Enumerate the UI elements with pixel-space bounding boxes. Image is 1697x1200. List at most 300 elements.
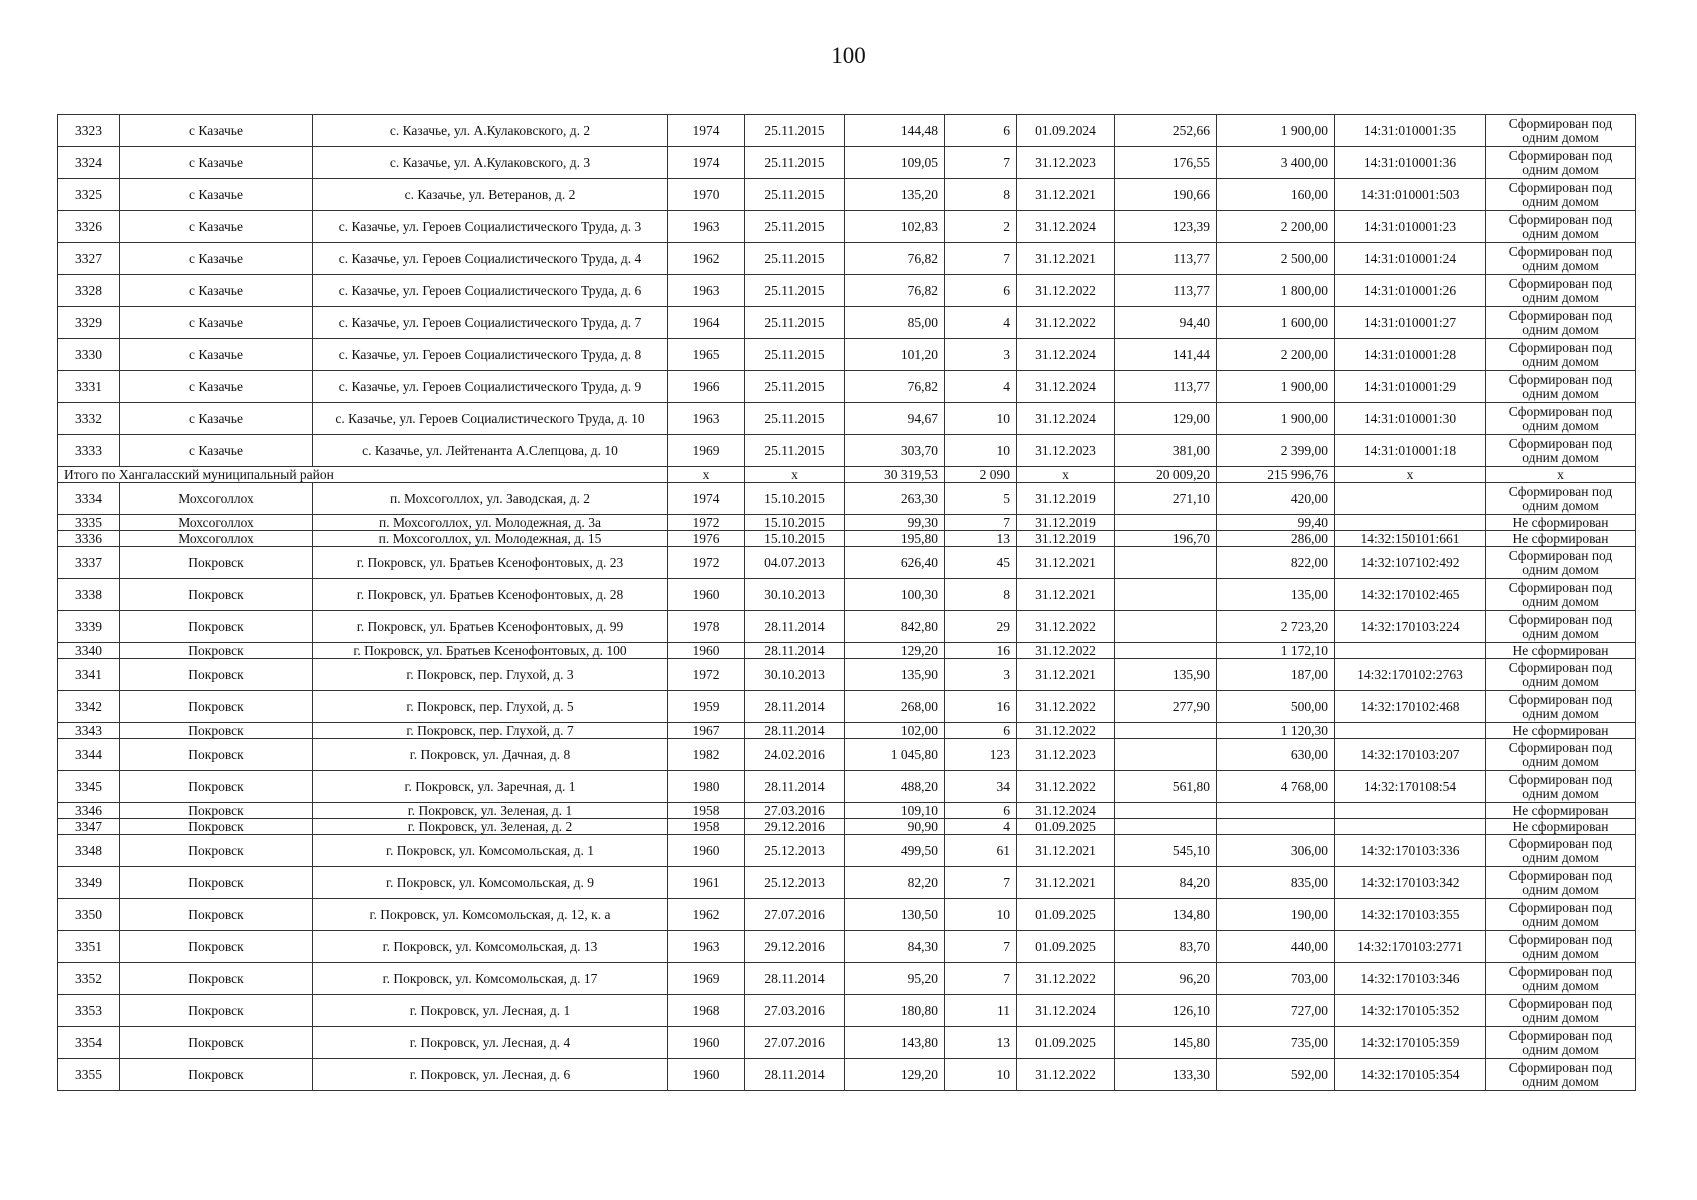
table-row: [58, 243, 1636, 275]
table-row: [58, 1059, 1636, 1091]
cell-status: Сформирован под одним домом: [1486, 931, 1636, 963]
cell-address: с. Казачье, ул. А.Кулаковского, д. 3: [313, 147, 668, 179]
cell-locality: Покровск: [120, 643, 313, 659]
cell-deadline: 31.12.2022: [1017, 1059, 1115, 1091]
cell-locality: с Казачье: [120, 243, 313, 275]
cell-address: г. Покровск, ул. Братьев Ксенофонтовых, д. 28: [313, 579, 668, 611]
cell-address: с. Казачье, ул. Ветеранов, д. 2: [313, 179, 668, 211]
cell-status: Сформирован под одним домом: [1486, 371, 1636, 403]
cell-area-total: 381,00: [1115, 435, 1217, 467]
page-number: 100: [831, 43, 866, 68]
cell-address: с. Казачье, ул. Героев Социалистического Труда, д. 3: [313, 211, 668, 243]
cell-number: 3355: [58, 1059, 120, 1091]
cell-cadastral: 14:32:170103:342: [1335, 867, 1486, 899]
cell-area-total: [1115, 643, 1217, 659]
cell-number: 3323: [58, 115, 120, 147]
cell-number: 3351: [58, 931, 120, 963]
cell-land-area: 703,00: [1217, 963, 1335, 995]
cell-date: 28.11.2014: [745, 723, 845, 739]
cell-land-area: 286,00: [1217, 531, 1335, 547]
cell-date: 28.11.2014: [745, 963, 845, 995]
cell-area: 144,48: [845, 115, 945, 147]
cell-area-total: 561,80: [1115, 771, 1217, 803]
cell-status: Сформирован под одним домом: [1486, 483, 1636, 515]
cell-year: 1972: [668, 515, 745, 531]
cell-status: Сформирован под одним домом: [1486, 867, 1636, 899]
cell-date: 27.03.2016: [745, 995, 845, 1027]
cell-deadline: 31.12.2021: [1017, 179, 1115, 211]
cell-cadastral: 14:31:010001:30: [1335, 403, 1486, 435]
cell-deadline: 31.12.2024: [1017, 403, 1115, 435]
cell-deadline: 31.12.2023: [1017, 739, 1115, 771]
cell-area-total: 123,39: [1115, 211, 1217, 243]
table-row: [58, 515, 1636, 531]
cell-status: Сформирован под одним домом: [1486, 659, 1636, 691]
cell-year: 1960: [668, 579, 745, 611]
cell-address: с. Казачье, ул. Лейтенанта А.Слепцова, д. 10: [313, 435, 668, 467]
cell-date: 28.11.2014: [745, 1059, 845, 1091]
cell-deadline: 31.12.2022: [1017, 963, 1115, 995]
cell-cadastral: 14:32:107102:492: [1335, 547, 1486, 579]
cell-deadline: 31.12.2022: [1017, 723, 1115, 739]
cell-number: 3343: [58, 723, 120, 739]
cell-deadline: 31.12.2021: [1017, 579, 1115, 611]
total-cell-cadastral: х: [1335, 467, 1486, 483]
cell-date: 28.11.2014: [745, 691, 845, 723]
cell-number: 3350: [58, 899, 120, 931]
cell-area: 303,70: [845, 435, 945, 467]
table-row: [58, 403, 1636, 435]
total-cell-year: х: [668, 467, 745, 483]
cell-residents: 3: [945, 339, 1017, 371]
cell-year: 1974: [668, 147, 745, 179]
cell-status: Сформирован под одним домом: [1486, 1059, 1636, 1091]
cell-date: 25.11.2015: [745, 147, 845, 179]
total-row: [58, 467, 1636, 483]
cell-year: 1970: [668, 179, 745, 211]
cell-residents: 7: [945, 931, 1017, 963]
cell-status: Сформирован под одним домом: [1486, 275, 1636, 307]
table-body: [58, 115, 1636, 1091]
cell-residents: 6: [945, 275, 1017, 307]
cell-number: 3347: [58, 819, 120, 835]
cell-number: 3328: [58, 275, 120, 307]
cell-land-area: 3 400,00: [1217, 147, 1335, 179]
cell-locality: с Казачье: [120, 275, 313, 307]
cell-number: 3335: [58, 515, 120, 531]
cell-number: 3344: [58, 739, 120, 771]
cell-locality: с Казачье: [120, 307, 313, 339]
cell-residents: 10: [945, 1059, 1017, 1091]
cell-locality: с Казачье: [120, 339, 313, 371]
cell-land-area: 500,00: [1217, 691, 1335, 723]
cell-deadline: 31.12.2024: [1017, 211, 1115, 243]
cell-locality: Покровск: [120, 659, 313, 691]
cell-number: 3336: [58, 531, 120, 547]
cell-area: 85,00: [845, 307, 945, 339]
cell-locality: Покровск: [120, 867, 313, 899]
cell-address: г. Покровск, ул. Комсомольская, д. 1: [313, 835, 668, 867]
cell-area-total: 271,10: [1115, 483, 1217, 515]
cell-area: 76,82: [845, 371, 945, 403]
cell-deadline: 31.12.2021: [1017, 659, 1115, 691]
cell-cadastral: 14:31:010001:29: [1335, 371, 1486, 403]
cell-land-area: 822,00: [1217, 547, 1335, 579]
table-row: [58, 691, 1636, 723]
cell-locality: Покровск: [120, 771, 313, 803]
cell-year: 1963: [668, 403, 745, 435]
cell-residents: 13: [945, 1027, 1017, 1059]
cell-number: 3352: [58, 963, 120, 995]
table-row: [58, 115, 1636, 147]
table-row: [58, 771, 1636, 803]
cell-date: 28.11.2014: [745, 643, 845, 659]
cell-status: Сформирован под одним домом: [1486, 963, 1636, 995]
cell-number: 3345: [58, 771, 120, 803]
cell-cadastral: 14:32:170103:336: [1335, 835, 1486, 867]
cell-number: 3331: [58, 371, 120, 403]
cell-deadline: 31.12.2022: [1017, 691, 1115, 723]
cell-locality: с Казачье: [120, 435, 313, 467]
table-row: [58, 739, 1636, 771]
cell-land-area: 735,00: [1217, 1027, 1335, 1059]
cell-cadastral: 14:32:170103:224: [1335, 611, 1486, 643]
cell-deadline: 01.09.2025: [1017, 931, 1115, 963]
cell-year: 1972: [668, 547, 745, 579]
cell-number: 3354: [58, 1027, 120, 1059]
cell-cadastral: [1335, 803, 1486, 819]
cell-address: г. Покровск, ул. Лесная, д. 6: [313, 1059, 668, 1091]
cell-date: 27.07.2016: [745, 899, 845, 931]
cell-date: 15.10.2015: [745, 483, 845, 515]
table-row: [58, 531, 1636, 547]
cell-area: 95,20: [845, 963, 945, 995]
cell-land-area: 1 120,30: [1217, 723, 1335, 739]
table-row: [58, 179, 1636, 211]
cell-year: 1974: [668, 115, 745, 147]
cell-status: Сформирован под одним домом: [1486, 691, 1636, 723]
cell-date: 24.02.2016: [745, 739, 845, 771]
cell-number: 3327: [58, 243, 120, 275]
cell-locality: Покровск: [120, 835, 313, 867]
cell-address: г. Покровск, пер. Глухой, д. 3: [313, 659, 668, 691]
cell-locality: с Казачье: [120, 179, 313, 211]
cell-residents: 8: [945, 179, 1017, 211]
cell-deadline: 31.12.2024: [1017, 803, 1115, 819]
cell-area: 499,50: [845, 835, 945, 867]
cell-address: п. Мохсоголлох, ул. Молодежная, д. 3а: [313, 515, 668, 531]
cell-cadastral: [1335, 643, 1486, 659]
cell-year: 1978: [668, 611, 745, 643]
cell-address: г. Покровск, пер. Глухой, д. 7: [313, 723, 668, 739]
cell-number: 3332: [58, 403, 120, 435]
cell-year: 1958: [668, 803, 745, 819]
cell-status: Сформирован под одним домом: [1486, 179, 1636, 211]
cell-year: 1974: [668, 483, 745, 515]
cell-year: 1960: [668, 1027, 745, 1059]
cell-status: Не сформирован: [1486, 515, 1636, 531]
cell-land-area: 1 900,00: [1217, 371, 1335, 403]
cell-status: Сформирован под одним домом: [1486, 771, 1636, 803]
cell-deadline: 31.12.2022: [1017, 611, 1115, 643]
cell-area: 129,20: [845, 1059, 945, 1091]
cell-status: Сформирован под одним домом: [1486, 611, 1636, 643]
cell-status: Сформирован под одним домом: [1486, 211, 1636, 243]
cell-locality: Покровск: [120, 803, 313, 819]
cell-number: 3330: [58, 339, 120, 371]
cell-cadastral: 14:32:170108:54: [1335, 771, 1486, 803]
cell-year: 1968: [668, 995, 745, 1027]
cell-land-area: 1 172,10: [1217, 643, 1335, 659]
cell-residents: 7: [945, 147, 1017, 179]
cell-area: 135,20: [845, 179, 945, 211]
cell-area-total: 113,77: [1115, 275, 1217, 307]
cell-area-total: 277,90: [1115, 691, 1217, 723]
cell-date: 25.11.2015: [745, 179, 845, 211]
cell-land-area: 135,00: [1217, 579, 1335, 611]
table-row: [58, 547, 1636, 579]
table-row: [58, 659, 1636, 691]
cell-area-total: [1115, 739, 1217, 771]
cell-cadastral: 14:32:170103:2771: [1335, 931, 1486, 963]
cell-deadline: 31.12.2019: [1017, 483, 1115, 515]
cell-locality: с Казачье: [120, 115, 313, 147]
cell-cadastral: 14:31:010001:503: [1335, 179, 1486, 211]
cell-address: г. Покровск, ул. Комсомольская, д. 13: [313, 931, 668, 963]
table-row: [58, 899, 1636, 931]
cell-year: 1982: [668, 739, 745, 771]
table-row: [58, 307, 1636, 339]
cell-date: 25.11.2015: [745, 339, 845, 371]
cell-number: 3326: [58, 211, 120, 243]
cell-date: 30.10.2013: [745, 579, 845, 611]
cell-locality: с Казачье: [120, 403, 313, 435]
cell-cadastral: 14:31:010001:23: [1335, 211, 1486, 243]
cell-status: Не сформирован: [1486, 643, 1636, 659]
cell-area-total: 113,77: [1115, 371, 1217, 403]
cell-address: г. Покровск, пер. Глухой, д. 5: [313, 691, 668, 723]
cell-locality: Покровск: [120, 963, 313, 995]
cell-land-area: 99,40: [1217, 515, 1335, 531]
cell-area-total: [1115, 579, 1217, 611]
cell-cadastral: 14:32:170105:354: [1335, 1059, 1486, 1091]
cell-address: г. Покровск, ул. Зеленая, д. 2: [313, 819, 668, 835]
cell-date: 27.07.2016: [745, 1027, 845, 1059]
cell-residents: 4: [945, 371, 1017, 403]
cell-area-total: 94,40: [1115, 307, 1217, 339]
cell-area: 129,20: [845, 643, 945, 659]
cell-residents: 6: [945, 723, 1017, 739]
cell-land-area: 630,00: [1217, 739, 1335, 771]
cell-status: Не сформирован: [1486, 723, 1636, 739]
cell-date: 15.10.2015: [745, 515, 845, 531]
cell-date: 25.11.2015: [745, 307, 845, 339]
table-row: [58, 995, 1636, 1027]
cell-area: 100,30: [845, 579, 945, 611]
cell-cadastral: 14:31:010001:24: [1335, 243, 1486, 275]
cell-locality: Покровск: [120, 995, 313, 1027]
cell-address: г. Покровск, ул. Братьев Ксенофонтовых, д. 99: [313, 611, 668, 643]
cell-area-total: 252,66: [1115, 115, 1217, 147]
cell-area-total: [1115, 819, 1217, 835]
cell-cadastral: 14:32:170103:207: [1335, 739, 1486, 771]
cell-area: 99,30: [845, 515, 945, 531]
cell-locality: Покровск: [120, 931, 313, 963]
cell-year: 1965: [668, 339, 745, 371]
cell-cadastral: 14:32:170103:346: [1335, 963, 1486, 995]
cell-number: 3338: [58, 579, 120, 611]
cell-date: 28.11.2014: [745, 771, 845, 803]
cell-area: 195,80: [845, 531, 945, 547]
cell-year: 1967: [668, 723, 745, 739]
table-row: [58, 835, 1636, 867]
cell-residents: 13: [945, 531, 1017, 547]
cell-status: Сформирован под одним домом: [1486, 147, 1636, 179]
table-row: [58, 1027, 1636, 1059]
cell-locality: Покровск: [120, 819, 313, 835]
cell-area-total: 190,66: [1115, 179, 1217, 211]
table-row: [58, 147, 1636, 179]
cell-address: г. Покровск, ул. Лесная, д. 4: [313, 1027, 668, 1059]
cell-year: 1963: [668, 275, 745, 307]
cell-address: г. Покровск, ул. Комсомольская, д. 12, к. а: [313, 899, 668, 931]
cell-number: 3348: [58, 835, 120, 867]
cell-area-total: 126,10: [1115, 995, 1217, 1027]
cell-area: 135,90: [845, 659, 945, 691]
cell-locality: Покровск: [120, 1027, 313, 1059]
cell-number: 3324: [58, 147, 120, 179]
cell-number: 3340: [58, 643, 120, 659]
cell-cadastral: 14:32:170103:355: [1335, 899, 1486, 931]
cell-date: 25.11.2015: [745, 435, 845, 467]
cell-cadastral: 14:31:010001:36: [1335, 147, 1486, 179]
table-row: [58, 339, 1636, 371]
cell-year: 1963: [668, 931, 745, 963]
cell-land-area: 1 900,00: [1217, 115, 1335, 147]
cell-area-total: 84,20: [1115, 867, 1217, 899]
cell-locality: Покровск: [120, 579, 313, 611]
cell-area: 143,80: [845, 1027, 945, 1059]
cell-status: Сформирован под одним домом: [1486, 339, 1636, 371]
cell-year: 1963: [668, 211, 745, 243]
cell-address: с. Казачье, ул. Героев Социалистического Труда, д. 10: [313, 403, 668, 435]
cell-area: 268,00: [845, 691, 945, 723]
cell-locality: с Казачье: [120, 371, 313, 403]
cell-area: 102,83: [845, 211, 945, 243]
cell-date: 15.10.2015: [745, 531, 845, 547]
cell-date: 25.11.2015: [745, 243, 845, 275]
cell-deadline: 31.12.2022: [1017, 307, 1115, 339]
total-cell-land-area: 215 996,76: [1217, 467, 1335, 483]
cell-status: Сформирован под одним домом: [1486, 1027, 1636, 1059]
cell-date: 29.12.2016: [745, 819, 845, 835]
cell-land-area: 2 500,00: [1217, 243, 1335, 275]
cell-area: 82,20: [845, 867, 945, 899]
cell-area: 90,90: [845, 819, 945, 835]
cell-residents: 10: [945, 435, 1017, 467]
cell-status: Сформирован под одним домом: [1486, 739, 1636, 771]
cell-status: Сформирован под одним домом: [1486, 115, 1636, 147]
cell-land-area: 1 600,00: [1217, 307, 1335, 339]
cell-residents: 4: [945, 819, 1017, 835]
cell-deadline: 31.12.2019: [1017, 515, 1115, 531]
cell-year: 1958: [668, 819, 745, 835]
cell-deadline: 31.12.2021: [1017, 243, 1115, 275]
cell-locality: Мохсоголлох: [120, 515, 313, 531]
table-row: [58, 611, 1636, 643]
cell-land-area: [1217, 819, 1335, 835]
cell-area: 109,05: [845, 147, 945, 179]
cell-address: с. Казачье, ул. Героев Социалистического Труда, д. 9: [313, 371, 668, 403]
cell-residents: 10: [945, 403, 1017, 435]
cell-number: 3342: [58, 691, 120, 723]
cell-locality: Покровск: [120, 723, 313, 739]
total-cell-area: 30 319,53: [845, 467, 945, 483]
cell-deadline: 31.12.2021: [1017, 867, 1115, 899]
cell-land-area: 835,00: [1217, 867, 1335, 899]
cell-area-total: 145,80: [1115, 1027, 1217, 1059]
cell-area: 130,50: [845, 899, 945, 931]
cell-cadastral: [1335, 483, 1486, 515]
cell-area-total: 545,10: [1115, 835, 1217, 867]
cell-date: 29.12.2016: [745, 931, 845, 963]
table-row: [58, 819, 1636, 835]
cell-deadline: 31.12.2021: [1017, 547, 1115, 579]
cell-area-total: [1115, 803, 1217, 819]
cell-land-area: 727,00: [1217, 995, 1335, 1027]
cell-cadastral: 14:32:170102:465: [1335, 579, 1486, 611]
cell-status: Не сформирован: [1486, 803, 1636, 819]
table-row: [58, 723, 1636, 739]
cell-deadline: 31.12.2024: [1017, 339, 1115, 371]
cell-land-area: 160,00: [1217, 179, 1335, 211]
cell-cadastral: [1335, 819, 1486, 835]
cell-land-area: [1217, 803, 1335, 819]
cell-number: 3337: [58, 547, 120, 579]
cell-residents: 3: [945, 659, 1017, 691]
cell-land-area: 306,00: [1217, 835, 1335, 867]
cell-number: 3325: [58, 179, 120, 211]
cell-land-area: 2 200,00: [1217, 339, 1335, 371]
cell-cadastral: 14:32:150101:661: [1335, 531, 1486, 547]
table-row: [58, 483, 1636, 515]
cell-area-total: 133,30: [1115, 1059, 1217, 1091]
cell-address: с. Казачье, ул. Героев Социалистического Труда, д. 4: [313, 243, 668, 275]
cell-address: г. Покровск, ул. Дачная, д. 8: [313, 739, 668, 771]
cell-land-area: 2 200,00: [1217, 211, 1335, 243]
cell-cadastral: 14:31:010001:28: [1335, 339, 1486, 371]
total-cell-residents: 2 090: [945, 467, 1017, 483]
cell-deadline: 31.12.2023: [1017, 147, 1115, 179]
cell-land-area: 2 399,00: [1217, 435, 1335, 467]
cell-status: Сформирован под одним домом: [1486, 899, 1636, 931]
cell-land-area: 190,00: [1217, 899, 1335, 931]
cell-residents: 7: [945, 515, 1017, 531]
cell-area: 488,20: [845, 771, 945, 803]
cell-deadline: 31.12.2022: [1017, 275, 1115, 307]
cell-status: Сформирован под одним домом: [1486, 995, 1636, 1027]
cell-residents: 6: [945, 803, 1017, 819]
cell-year: 1980: [668, 771, 745, 803]
cell-area: 109,10: [845, 803, 945, 819]
cell-cadastral: 14:31:010001:18: [1335, 435, 1486, 467]
cell-number: 3329: [58, 307, 120, 339]
cell-year: 1964: [668, 307, 745, 339]
cell-area-total: 129,00: [1115, 403, 1217, 435]
cell-status: Сформирован под одним домом: [1486, 243, 1636, 275]
cell-deadline: 31.12.2021: [1017, 835, 1115, 867]
table-row: [58, 643, 1636, 659]
